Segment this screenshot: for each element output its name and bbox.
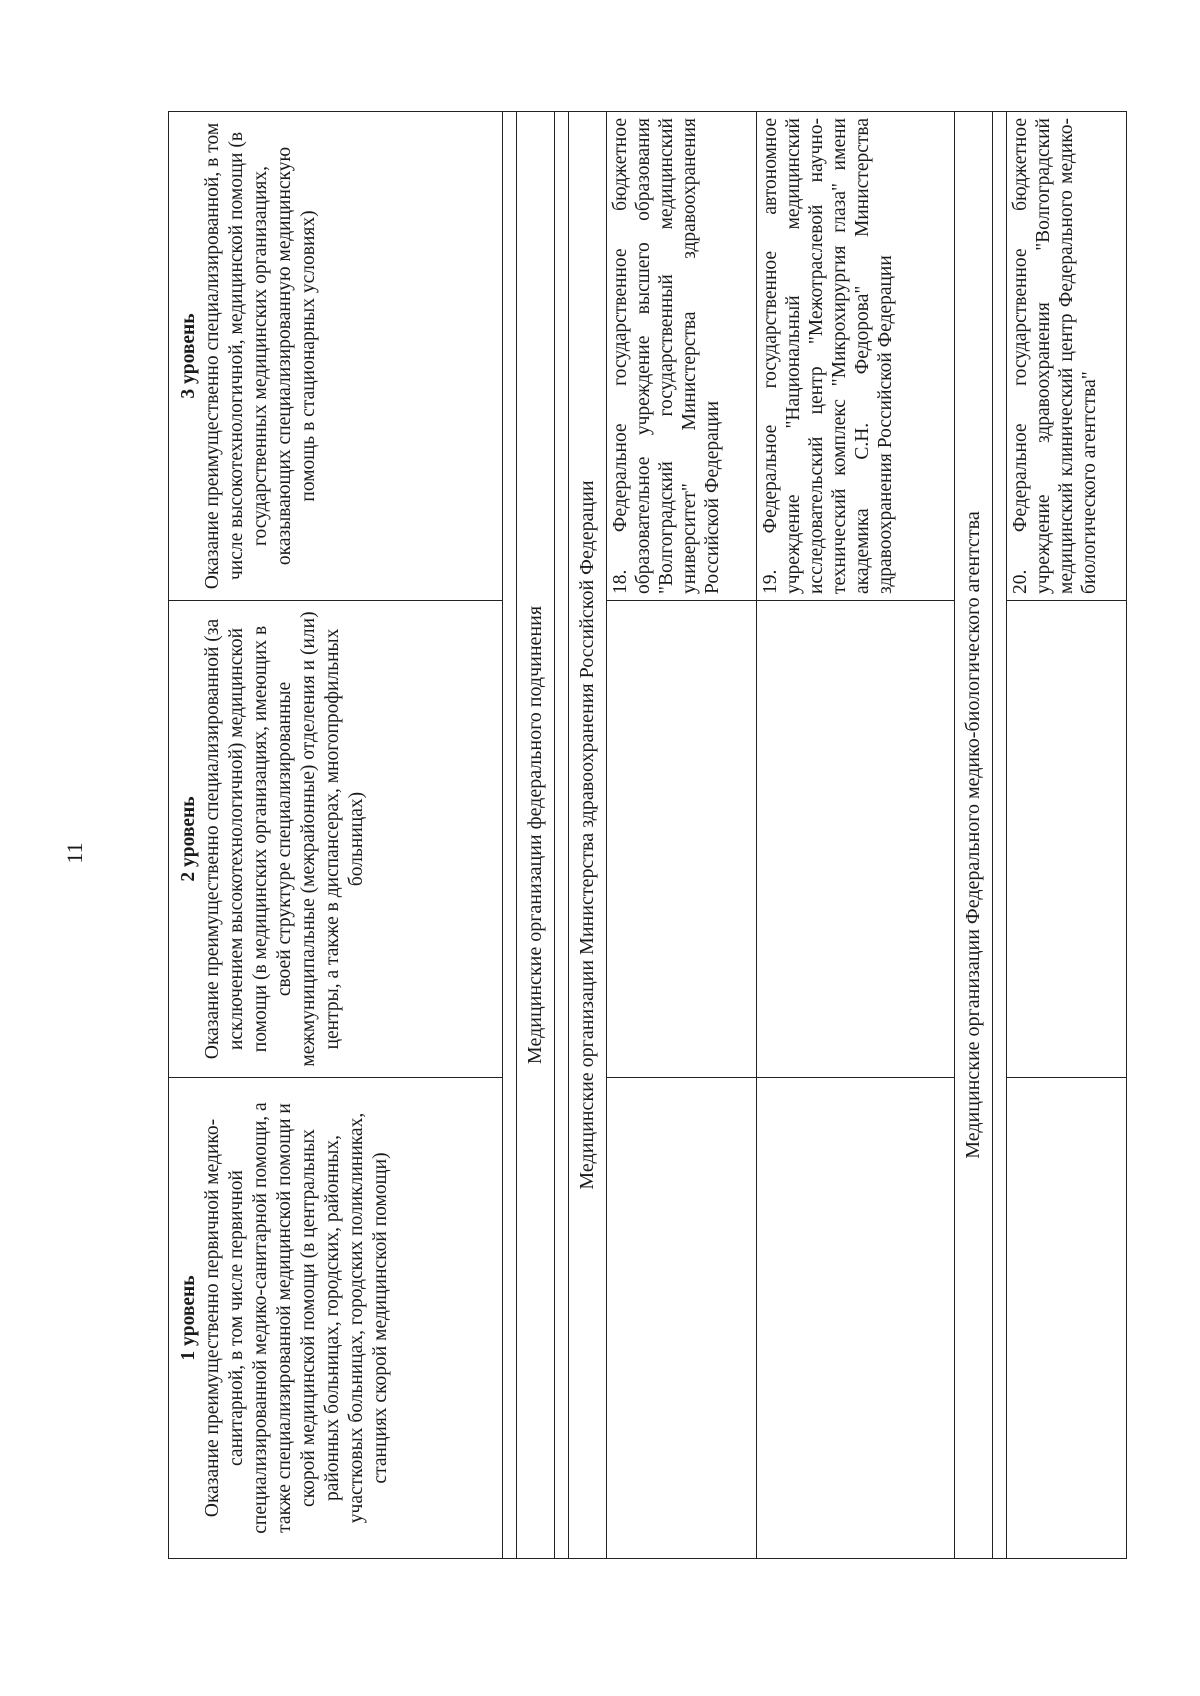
page-number: 11 [62, 842, 87, 864]
spacer-cell [555, 112, 569, 1559]
org-18-text: 18. Федеральное государственное бюджетное образовательное учреждение высшего образования "Волгоградский государственный медицинский университет" Министерства здравоохранения Российской Федерации [607, 112, 757, 601]
level-3-description: Оказание преимущественно специализированной, в том числе высокотехнологичной, медицинской помощи (в государственных медицинских организациях, оказывающих специализированную медицинскую помощь в стационарных условиях) [202, 122, 319, 590]
level-3-title: 3 уровень [178, 313, 199, 399]
table-spacer-row [503, 112, 517, 1559]
empty-cell-level-2 [757, 601, 955, 1078]
section-row-fmba [955, 112, 993, 1559]
org-20-text: 20. Федеральное государственное бюджетное учреждение здравоохранения "Волгоградский медицинский клинический центр Федерального медико-биологического агентства" [1007, 112, 1127, 601]
level-2-description: Оказание преимущественно специализированной (за исключением высокотехнологичной) медицинской помощи (в медицинских организациях, имеющих в своей структуре специализированные межмуниципальные (межрайонные) отделения и (или) центры, а также в диспансерах, многопрофильных больницах) [202, 611, 367, 1067]
section-row-federal [517, 112, 555, 1559]
medical-levels-table [168, 111, 1127, 1559]
section-fmba-label: Медицинские организации Федерального медико-биологического агентства [955, 112, 993, 1559]
empty-cell-level-2 [1007, 601, 1127, 1078]
level-1-title: 1 уровень [178, 1275, 199, 1361]
level-1-header [169, 1078, 503, 1559]
empty-cell-level-1 [607, 1078, 757, 1559]
table-row-org-19 [757, 112, 955, 1559]
table-spacer-row [555, 112, 569, 1559]
section-row-ministry [569, 112, 607, 1559]
empty-cell-level-1 [1007, 1078, 1127, 1559]
spacer-cell [993, 112, 1007, 1559]
section-ministry-label: Медицинские организации Министерства здравоохранения Российской Федерации [569, 112, 607, 1559]
table-row-org-20 [1007, 112, 1127, 1559]
spacer-cell [503, 112, 517, 1559]
empty-cell-level-2 [607, 601, 757, 1078]
levels-table-container [168, 112, 1100, 1559]
level-1-description: Оказание преимущественно первичной медико-санитарной, в том числе первичной специализированной медико-санитарной помощи, а также специализированной медицинской помощи и скорой медицинской помощи (в центральных районных больницах, городских, районных, участковых больницах, городских поликлиниках, станциях скорой медицинской помощи) [202, 1102, 391, 1534]
level-2-header [169, 601, 503, 1078]
table-header-row [169, 112, 503, 1559]
org-19-text: 19. Федеральное государственное автономное учреждение "Национальный медицинский исследовательский центр "Межотраслевой научно-технический комплекс "Микрохирургия глаза" имени академика С.Н. Федорова" Министерства здравоохранения Российской Федерации [757, 112, 955, 601]
table-spacer-row [993, 112, 1007, 1559]
level-3-header [169, 112, 503, 601]
empty-cell-level-1 [757, 1078, 955, 1559]
section-federal-label: Медицинские организации федерального подчинения [517, 112, 555, 1559]
level-2-title: 2 уровень [178, 796, 199, 882]
table-row-org-18 [607, 112, 757, 1559]
